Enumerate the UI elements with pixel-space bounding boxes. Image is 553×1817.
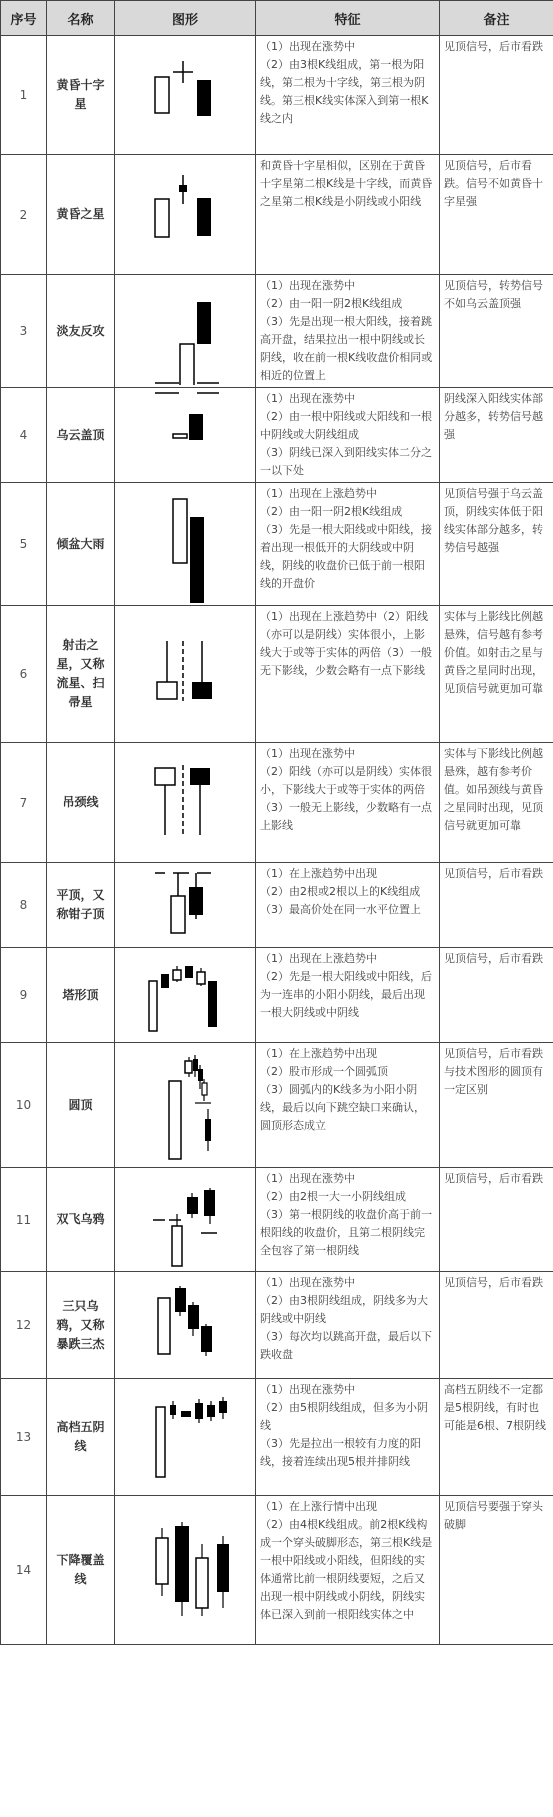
pattern-name: 黄昏十字星 — [47, 36, 115, 155]
table-row — [1, 388, 553, 483]
pattern-features: （1）出现在涨势中 （2）由一根中阳线或大阳线和一根中阴线或大阴线组成 （3）阴线已深入到阳线实体二分之一以下处 — [256, 388, 440, 483]
pattern-figure-cell — [115, 275, 256, 388]
pattern-name: 黄昏之星 — [47, 155, 115, 275]
pattern-name: 平顶，又称钳子顶 — [47, 863, 115, 948]
row-index: 1 — [1, 36, 47, 155]
pattern-note: 见顶信号，后市看跌 — [440, 36, 553, 155]
pattern-features: （1）出现在上涨趋势中 （2）由一阳一阴2根K线组成 （3）先是一根大阳线或中阳线，接着出现一根低开的大阴线或中阴线，阴线的收盘价已低于前一根阳线的开盘价 — [256, 483, 440, 606]
header-features: 特征 — [256, 1, 440, 36]
pattern-name: 三只乌鸦，又称暴跌三杰 — [47, 1272, 115, 1379]
pattern-note: 见顶信号，后市看跌。信号不如黄昏十字星强 — [440, 155, 553, 275]
table-row — [1, 483, 553, 606]
pattern-features: （1）出现在涨势中 （2）由一阳一阴2根K线组成 （3）先是出现一根大阳线，接着跳高开盘，结果拉出一根中阴线或长阴线，收在前一根K线收盘价相同或相近的位置上 — [256, 275, 440, 388]
bearish-engulfing-downpour-figure — [115, 483, 256, 605]
pattern-name: 圆顶 — [47, 1043, 115, 1168]
pattern-figure-cell — [115, 1043, 256, 1168]
hanging-man-figure — [115, 743, 256, 862]
row-index: 5 — [1, 483, 47, 606]
pattern-name: 高档五阴线 — [47, 1379, 115, 1496]
five-black-candles-top-figure — [115, 1379, 256, 1495]
pattern-note: 高档五阴线不一定都是5根阴线，有时也可能是6根、7根阴线 — [440, 1379, 553, 1496]
row-index: 11 — [1, 1168, 47, 1272]
row-index: 14 — [1, 1496, 47, 1645]
pattern-name: 倾盆大雨 — [47, 483, 115, 606]
pattern-name: 吊颈线 — [47, 743, 115, 863]
pattern-note: 阴线深入阳线实体部分越多，转势信号越强 — [440, 388, 553, 483]
pattern-figure-cell — [115, 388, 256, 483]
pattern-features: 和黄昏十字星相似，区别在于黄昏十字星第二根K线是十字线，而黄昏之星第二根K线是小阴线或小阳线 — [256, 155, 440, 275]
pattern-features: （1）出现在涨势中 （2）由3根K线组成，第一根为阳线，第二根为十字线，第三根为阴线。第三根K线实体深入到第一根K线之内 — [256, 36, 440, 155]
pattern-note: 实体与下影线比例越悬殊，越有参考价值。如吊颈线与黄昏之星同时出现，见顶信号就更加可靠 — [440, 743, 553, 863]
rounded-top-figure — [115, 1043, 256, 1167]
pattern-features: （1）在上涨趋势中出现 （2）由2根或2根以上的K线组成 （3）最高价处在同一水平位置上 — [256, 863, 440, 948]
table-row — [1, 1496, 553, 1645]
dark-cloud-cover-figure — [115, 392, 256, 478]
pattern-figure-cell — [115, 743, 256, 863]
pattern-figure-cell — [115, 863, 256, 948]
pattern-figure-cell — [115, 483, 256, 606]
pattern-features: （1）在上涨趋势中出现 （2）股市形成一个圆弧顶 （3）圆弧内的K线多为小阳小阴线，最后以向下跳空缺口来确认，圆顶形态成立 — [256, 1043, 440, 1168]
row-index: 2 — [1, 155, 47, 275]
two-crows-figure — [115, 1168, 256, 1271]
row-index: 13 — [1, 1379, 47, 1496]
table-row — [1, 275, 553, 388]
pattern-features: （1）出现在上涨趋势中（2）阳线（亦可以是阴线）实体很小，上影线大于或等于实体的两倍（3）一般无下影线，少数会略有一点下影线 — [256, 606, 440, 743]
table-row — [1, 743, 553, 863]
row-index: 9 — [1, 948, 47, 1043]
pattern-name: 下降覆盖线 — [47, 1496, 115, 1645]
shooting-star-figure — [115, 606, 256, 742]
pattern-figure-cell — [115, 1379, 256, 1496]
bearish-counterattack-figure — [115, 278, 256, 385]
table-row — [1, 948, 553, 1043]
pattern-figure-cell — [115, 606, 256, 743]
pattern-features: （1）出现在涨势中 （2）由2根一大一小阴线组成 （3）第一根阴线的收盘价高于前一根阳线的收盘价，且第二根阴线完全包容了第一根阴线 — [256, 1168, 440, 1272]
row-index: 12 — [1, 1272, 47, 1379]
pattern-figure-cell — [115, 1496, 256, 1645]
descending-cover-line-figure — [115, 1496, 256, 1644]
pattern-name: 塔形顶 — [47, 948, 115, 1043]
pattern-note: 见顶信号要强于穿头破脚 — [440, 1496, 553, 1645]
table-row — [1, 1168, 553, 1272]
pattern-features: （1）出现在涨势中 （2）阳线（亦可以是阴线）实体很小，下影线大于或等于实体的两倍 （3）一般无上影线，少数略有一点上影线 — [256, 743, 440, 863]
evening-star-figure — [115, 155, 256, 274]
row-index: 7 — [1, 743, 47, 863]
tweezer-top-figure — [115, 863, 256, 947]
row-index: 4 — [1, 388, 47, 483]
header-notes: 备注 — [440, 1, 553, 36]
pattern-figure-cell — [115, 948, 256, 1043]
pattern-name: 双飞乌鸦 — [47, 1168, 115, 1272]
pattern-note: 见顶信号，后市看跌与技术图形的圆顶有一定区别 — [440, 1043, 553, 1168]
table-header-row — [1, 1, 553, 36]
table-row — [1, 1379, 553, 1496]
pattern-name: 乌云盖顶 — [47, 388, 115, 483]
pattern-note: 见顶信号，转势信号不如乌云盖顶强 — [440, 275, 553, 388]
three-black-crows-figure — [115, 1272, 256, 1378]
pattern-name: 淡友反攻 — [47, 275, 115, 388]
pattern-note: 见顶信号强于乌云盖顶，阴线实体低于阳线实体部分越多，转势信号越强 — [440, 483, 553, 606]
row-index: 6 — [1, 606, 47, 743]
pattern-features: （1）在上涨行情中出现 （2）由4根K线组成。前2根K线构成一个穿头破脚形态，第三根K线是一根中阳线或小阳线，但阳线的实体通常比前一根阴线要短，之后又出现一根中阴线或小阴线，阴线实体已深入到前一根阳线实体之中 — [256, 1496, 440, 1645]
pattern-note: 实体与上影线比例越悬殊，信号越有参考价值。如射击之星与黄昏之星同时出现，见顶信号就更加可靠 — [440, 606, 553, 743]
tower-top-figure — [115, 948, 256, 1042]
row-index: 10 — [1, 1043, 47, 1168]
pattern-note: 见顶信号，后市看跌 — [440, 1168, 553, 1272]
pattern-note: 见顶信号，后市看跌 — [440, 863, 553, 948]
pattern-features: （1）出现在涨势中 （2）由5根阴线组成，但多为小阴线 （3）先是拉出一根较有力度的阳线，接着连续出现5根并排阴线 — [256, 1379, 440, 1496]
evening-doji-star-figure — [115, 36, 256, 154]
pattern-name: 射击之星，又称流星、扫帚星 — [47, 606, 115, 743]
row-index: 3 — [1, 275, 47, 388]
header-name: 名称 — [47, 1, 115, 36]
pattern-note: 见顶信号，后市看跌 — [440, 948, 553, 1043]
row-index: 8 — [1, 863, 47, 948]
pattern-figure-cell — [115, 36, 256, 155]
table-row — [1, 1043, 553, 1168]
pattern-figure-cell — [115, 1272, 256, 1379]
pattern-features: （1）出现在上涨趋势中 （2）先是一根大阳线或中阳线，后为一连串的小阳小阴线，最后出现一根大阴线或中阴线 — [256, 948, 440, 1043]
pattern-features: （1）出现在涨势中 （2）由3根阴线组成，阴线多为大阴线或中阴线 （3）每次均以跳高开盘，最后以下跌收盘 — [256, 1272, 440, 1379]
pattern-figure-cell — [115, 155, 256, 275]
table-row — [1, 863, 553, 948]
table-row — [1, 36, 553, 155]
table-row — [1, 155, 553, 275]
pattern-figure-cell — [115, 1168, 256, 1272]
header-index: 序号 — [1, 1, 47, 36]
pattern-note: 见顶信号，后市看跌 — [440, 1272, 553, 1379]
table-row — [1, 606, 553, 743]
table-row — [1, 1272, 553, 1379]
header-shape: 图形 — [115, 1, 256, 36]
